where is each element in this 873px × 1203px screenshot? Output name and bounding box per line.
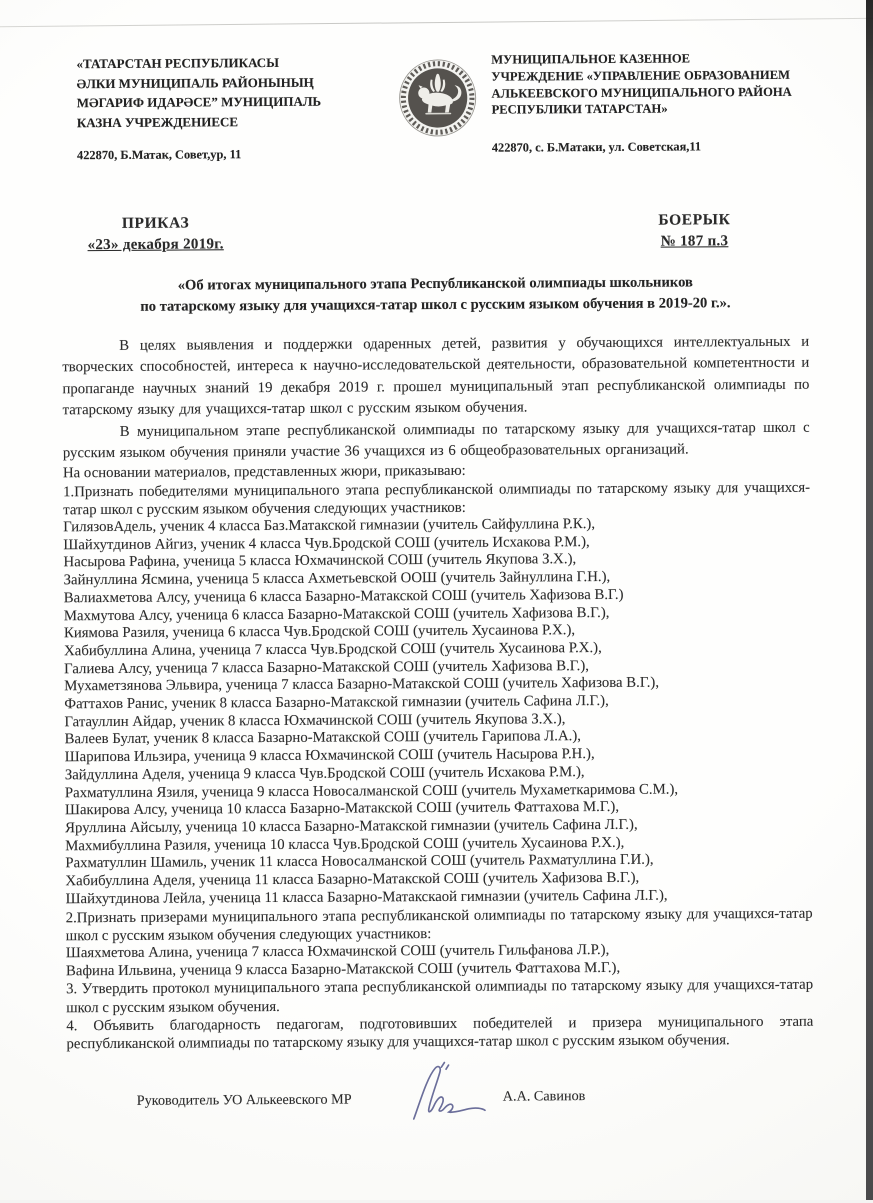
org-right-line: МУНИЦИПАЛЬНОЕ КАЗЕННОЕ xyxy=(491,51,691,67)
winner-line: Шайхутдинов Айгиз, ученик 4 класса Чув.Бродской СОШ (учитель Исхакова Р.М.), xyxy=(63,533,590,554)
order-item-2: 2.Признать призерами муниципального этапа республиканской олимпиады по татарскому языку для учащихся-татар школ с русским языком обучения следующих участников: xyxy=(65,905,813,944)
order-item-1: 1.Признать победителями муниципального этапа республиканской олимпиады по татарскому языку для учащихся-татар школ с русским языком обучения следующих участников: xyxy=(63,479,811,519)
prize-winner-line: Шаяхметова Алина, ученица 7 класса Юхмачинской СОШ (учитель Гильфанова Л.Р.), xyxy=(65,941,610,962)
winner-line: Зайдуллина Аделя, ученица 9 класса Чув.Бродской СОШ (учитель Исхакова Р.М.), xyxy=(64,763,585,784)
winner-line: Валеев Булат, ученик 8 класса Базарно-Матакской СОШ (учитель Гарипова Л.А.), xyxy=(64,728,581,748)
winner-line: Зайнуллина Ясмина, ученица 5 класса Ахметьевской ООШ (учитель Зайнуллина Г.Н.), xyxy=(63,569,611,589)
order-item-3: 3. Утвердить протокол муниципального этапа республиканской олимпиады по татарскому языку для учащихся-татар школ с русским языком обучения. xyxy=(66,977,814,1016)
order-title-tat-block xyxy=(658,209,730,252)
order-body xyxy=(62,332,813,1054)
subject-line-1: «Об итогах муниципального этапа Республиканской олимпиады школьников xyxy=(177,274,693,294)
winner-line: Хабибуллина Алина, ученица 7 класса Чув.Бродской СОШ (учитель Хусаинова Р.Х.), xyxy=(63,639,602,660)
tatarstan-emblem-icon xyxy=(397,58,477,138)
winner-line: ГилязовАдель, ученик 4 класса Баз.Матакской гимназии (учитель Сайфуллина Р.К.), xyxy=(63,516,596,536)
signature-block xyxy=(67,1071,814,1126)
org-right-line: РЕСПУБЛИКИ ТАТАРСТАН» xyxy=(491,101,668,118)
basis-line: На основании материалов, представленных жюри, приказываю: xyxy=(62,463,466,482)
winner-line: Яруллина Айсылу, ученица 10 класса Базарно-Матакской гимназии (учитель Сафина Л.Г.), xyxy=(65,816,638,837)
letterhead xyxy=(60,50,808,164)
org-right-line: АЛЬКЕЕВСКОГО МУНИЦИПАЛЬНОГО РАЙОНА xyxy=(491,84,792,101)
winner-line: Галиева Алсу, ученица 7 класса Базарно-Матакской СОШ (учитель Хафизова В.Г.), xyxy=(64,657,590,677)
org-right-line: УЧРЕЖДЕНИЕ «УПРАВЛЕНИЕ ОБРАЗОВАНИЕМ xyxy=(491,67,791,84)
winner-line: Шайхутдинова Лейла, ученица 11 класса Базарно-Матакскаой гимназии (учитель Сафина Л.Г.), xyxy=(65,887,668,908)
prize-winners-list xyxy=(66,941,813,981)
winner-line: Махмутова Алсу, ученица 6 класса Базарно-Матакской СОШ (учитель Хафизова В.Г.), xyxy=(63,604,610,624)
order-title-ru: ПРИКАЗ xyxy=(121,214,190,232)
order-title-ru-block xyxy=(87,212,223,256)
body-paragraph-2: В муниципальном этапе республиканской олимпиады по татарскому языку для учащихся-татар школ с русским языком обучения приняли участие 36 учащихся из 6 общеобразовательных организаций. xyxy=(62,419,810,462)
signature-icon xyxy=(407,1061,491,1124)
order-heading xyxy=(61,209,808,257)
winners-list xyxy=(63,515,812,909)
winner-line: Гатауллин Айдар, ученик 8 класса Юхмачинской СОШ (учитель Якупова З.Х.), xyxy=(64,710,566,731)
org-name-russian xyxy=(491,50,808,156)
winner-line: Мухаметзянова Эльвира, ученица 7 класса Базарно-Матакской СОШ (учитель Хафизова В.Г.), xyxy=(64,675,660,695)
winner-line: Махмибуллина Разиля, ученица 10 класса Чув.Бродской СОШ (учитель Хусаинова Р.Х.), xyxy=(65,834,625,854)
signatory-role: Руководитель УО Алькеевского МР xyxy=(136,1091,352,1109)
prize-winner-line: Вафина Ильвина, ученица 9 класса Базарно-Матакской СОШ (учитель Фаттахова М.Г.), xyxy=(65,959,621,979)
order-item-4: 4. Объявить благодарность педагогам, подготовивших победителей и призера муниципального этапа республиканской олимпиады по татарскому языку для учащихся-татар школ с русским языком обучения. xyxy=(66,1013,814,1053)
org-right-address: 422870, с. Б.Матаки, ул. Советская,11 xyxy=(491,139,702,155)
org-name-tatar xyxy=(76,52,379,163)
org-left-line: МӘГАРИФ ИДАРӘСЕ” МУНИЦИПАЛЬ xyxy=(76,93,322,111)
subject-line-2: по татарскому языку для учащихся-татар школ с русским языком обучения в 2019-20 г.». xyxy=(140,295,731,315)
winner-line: Рахматуллина Язиля, ученица 9 класса Новосалманской СОШ (учитель Мухаметкаримова С.М.), xyxy=(64,781,679,801)
winner-line: Фаттахов Ранис, ученик 8 класса Базарно-Матакской гимназии (учитель Сафина Л.Г.), xyxy=(64,693,609,713)
winner-line: Шакирова Алсу, ученица 10 класса Базарно-Матакской СОШ (учитель Фаттахова М.Г.), xyxy=(64,799,620,819)
order-subject xyxy=(62,272,809,319)
winner-line: Шарипова Ильзира, ученица 9 класса Юхмачинской СОШ (учитель Насырова Р.Н.), xyxy=(64,746,595,766)
winner-line: Валиахметова Алсу, ученица 6 класса Базарно-Матакской СОШ (учитель Хафизова В.Г.) xyxy=(63,586,624,607)
org-left-line: ӘЛКИ МУНИЦИПАЛЬ РАЙОНЫНЫҢ xyxy=(76,74,314,91)
org-left-line: «ТАТАРСТАН РЕСПУБЛИКАСЫ xyxy=(76,54,279,72)
winner-line: Рахматуллин Шамиль, ученик 11 класса Новосалманской СОШ (учитель Рахматуллина Г.И.), xyxy=(65,852,654,872)
winner-line: Киямова Разиля, ученица 6 класса Чув.Бродской СОШ (учитель Хусаинова Р.Х.), xyxy=(63,622,576,642)
winner-line: Хабибуллина Аделя, ученица 11 класса Базарно-Матакской СОШ (учитель Хафизова В.Г.), xyxy=(65,869,640,890)
order-number: № 187 п.3 xyxy=(660,233,729,250)
order-title-tat: БОЕРЫК xyxy=(658,211,731,229)
body-paragraph-1: В целях выявления и поддержки одаренных детей, развития у обучающихся интеллектуальных и творческих способностей, интереса к научно-исследовательской деятельности, образовательной компетентности и пропаганде научных знаний 19 декабря 2019 г. прошел муниципальный этап республиканской олимпиады по татарскому языку для учащихся-татар школ с русским языком обучения. xyxy=(62,333,810,419)
org-left-address: 422870, Б.Матак, Совет,ур, 11 xyxy=(76,147,242,163)
signatory-name: А.А. Савинов xyxy=(502,1088,586,1105)
order-date: «23» декабря 2019г. xyxy=(87,236,224,254)
org-left-line: КАЗНА УЧРЕЖДЕНИЕСЕ xyxy=(76,113,239,130)
winner-line: Насырова Рафина, ученица 5 класса Юхмачинской СОШ (учитель Якупова З.Х.), xyxy=(63,551,577,571)
